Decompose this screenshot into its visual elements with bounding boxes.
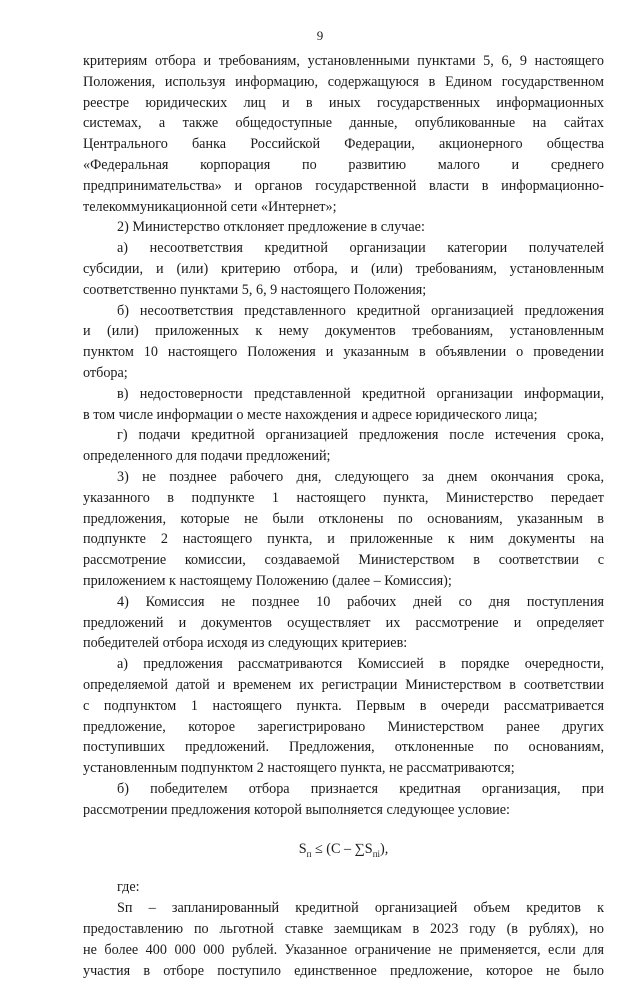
text-line: где: <box>117 879 140 896</box>
text-line: в) недостоверности представленной кредитной организации информации, <box>117 385 604 402</box>
text-line: не более 400 000 000 рублей. Указанное ограничение не применяется, если для <box>83 941 604 958</box>
text-line: определяемой датой и временем их регистрации Министерством в соответствии <box>83 676 604 693</box>
formula-rest: ≤ (C – ∑S <box>311 841 373 858</box>
text-line: предложение, которое зарегистрировано Министерством ранее других <box>83 718 604 735</box>
document-body <box>83 51 604 981</box>
text-line: с подпунктом 1 настоящего пункта. Первым в очереди рассматривается <box>83 697 604 714</box>
text-line: системах, а также общедоступные данные, опубликованные на сайтах <box>83 115 604 132</box>
text-line: 3) не позднее рабочего дня, следующего за днем окончания срока, <box>117 468 604 485</box>
text-line: приложением к настоящему Положению (далее – Комиссия); <box>83 572 452 589</box>
text-line: и (или) приложенных к нему документов требованиям, установленным <box>83 323 604 340</box>
text-line: рассмотрении предложения которой выполняется следующее условие: <box>83 801 511 818</box>
text-line: предоставлению по льготной ставке заемщикам в 2023 году (в рублях), но <box>83 921 604 938</box>
formula <box>83 832 604 866</box>
text-line: «Федеральная корпорация по развитию малого и среднего <box>83 156 604 173</box>
text-line: предложения, которые не были отклонены по основаниям, указанным в <box>83 510 604 527</box>
text-line: критериям отбора и требованиям, установленными пунктами 5, 6, 9 настоящего <box>83 53 604 69</box>
text-line: подпункте 2 настоящего пункта, и приложенные к ним документы на <box>83 531 604 548</box>
text-line: телекоммуникационной сети «Интернет»; <box>83 198 337 215</box>
text-line: а) несоответствия кредитной организации категории получателей <box>117 240 604 257</box>
text-line: г) подачи кредитной организацией предложения после истечения срока, <box>117 427 604 444</box>
text-line: рассмотрение комиссии, создаваемой Министерством в соответствии с <box>83 552 604 569</box>
text-line: отбора; <box>83 364 128 381</box>
text-line: предпринимательства» и органов государственной власти в информационно- <box>83 177 604 194</box>
text-line: победителей отбора исходя из следующих критериев: <box>83 635 408 652</box>
formula-end: ), <box>380 841 389 858</box>
text-block-after-formula <box>83 877 604 981</box>
text-line: установленным подпунктом 2 настоящего пункта, не рассматриваются; <box>83 760 515 777</box>
text-line: в том числе информации о месте нахождения и адресе юридического лица; <box>83 406 538 423</box>
text-line: предложений и документов осуществляет их рассмотрение и определяет <box>83 614 604 631</box>
formula-sum-sub: пi <box>372 849 381 860</box>
text-line: 2) Министерство отклоняет предложение в случае: <box>117 219 425 236</box>
text-line: реестре юридических лиц и в иных государственных информационных <box>83 94 604 111</box>
text-line: пунктом 10 настоящего Положения и указанным в объявлении о проведении <box>83 344 604 361</box>
text-line: Центрального банка Российской Федерации, акционерного общества <box>83 136 604 153</box>
text-line: участия в отборе поступило единственное предложение, которое не было <box>83 962 604 979</box>
text-line: указанного в подпункте 1 настоящего пункта, Министерство передает <box>83 489 604 506</box>
text-line: б) несоответствия представленного кредитной организацией предложения <box>117 302 604 319</box>
text-line: определенного для подачи предложений; <box>83 448 331 465</box>
page-number: 9 <box>316 28 324 43</box>
text-line: субсидии, и (или) критерию отбора, и (или) требованиям, установленным <box>83 260 604 277</box>
text-block-main <box>83 51 604 820</box>
text-line: поступивших предложений. Предложения, отклоненные по основаниям, <box>83 739 604 756</box>
formula-s: S <box>298 841 307 858</box>
text-line: Sп – запланированный кредитной организацией объем кредитов к <box>117 900 604 917</box>
text-line: 4) Комиссия не позднее 10 рабочих дней со дня поступления <box>117 593 604 610</box>
text-line: соответственно пунктами 5, 6, 9 настоящего Положения; <box>83 281 427 298</box>
formula-s-sub: п <box>306 849 312 860</box>
text-line: б) победителем отбора признается кредитная организация, при <box>117 780 604 797</box>
text-line: а) предложения рассматриваются Комиссией в порядке очередности, <box>117 656 604 673</box>
text-line: Положения, используя информацию, содержащуюся в Едином государственном <box>83 73 604 90</box>
